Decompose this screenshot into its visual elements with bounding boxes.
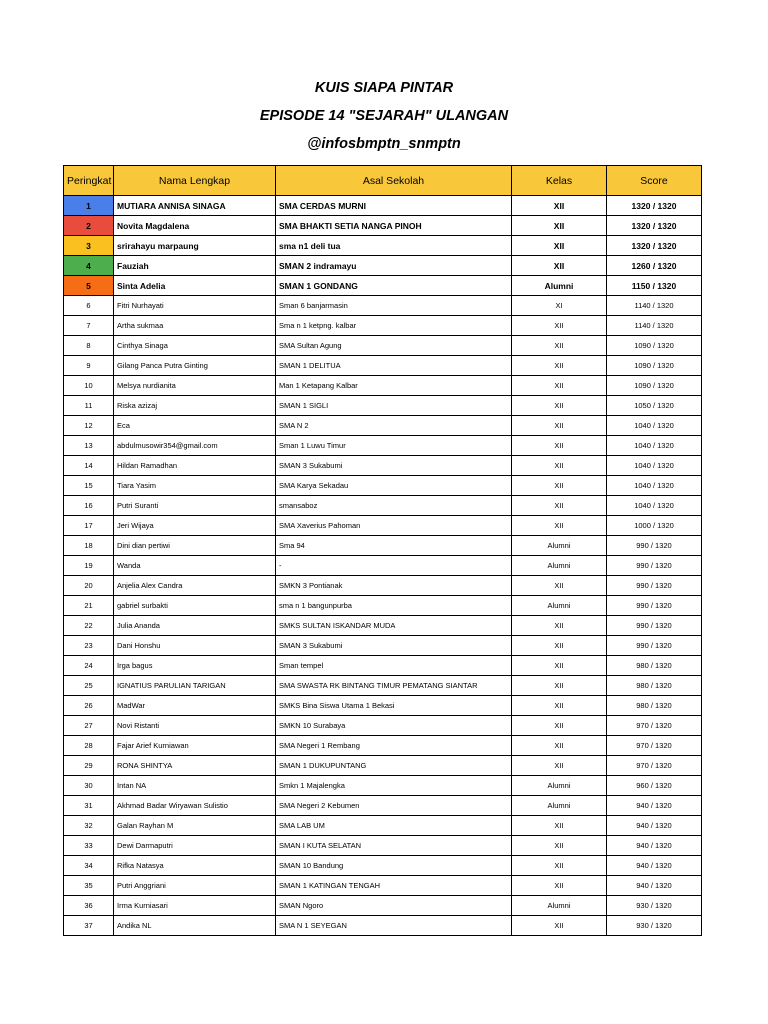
school-cell: SMKN 3 Pontianak — [276, 576, 512, 596]
name-cell: Dini dian pertiwi — [114, 536, 276, 556]
score-cell: 1040 / 1320 — [607, 416, 702, 436]
rank-cell: 25 — [64, 676, 114, 696]
name-cell: gabriel surbakti — [114, 596, 276, 616]
class-cell: XII — [512, 616, 607, 636]
score-cell: 990 / 1320 — [607, 636, 702, 656]
rank-cell: 35 — [64, 876, 114, 896]
rank-cell: 31 — [64, 796, 114, 816]
score-cell: 1040 / 1320 — [607, 496, 702, 516]
class-cell: Alumni — [512, 276, 607, 296]
score-cell: 970 / 1320 — [607, 716, 702, 736]
school-cell: SMAN 10 Bandung — [276, 856, 512, 876]
table-row — [64, 696, 702, 716]
rank-cell: 21 — [64, 596, 114, 616]
score-cell: 1320 / 1320 — [607, 216, 702, 236]
table-row — [64, 396, 702, 416]
school-cell: SMA Xaverius Pahoman — [276, 516, 512, 536]
rank-cell: 8 — [64, 336, 114, 356]
name-cell: Wanda — [114, 556, 276, 576]
table-row — [64, 496, 702, 516]
table-row — [64, 436, 702, 456]
table-row — [64, 656, 702, 676]
score-cell: 1260 / 1320 — [607, 256, 702, 276]
score-cell: 1320 / 1320 — [607, 236, 702, 256]
name-cell: Hildan Ramadhan — [114, 456, 276, 476]
name-cell: srirahayu marpaung — [114, 236, 276, 256]
rank-cell: 15 — [64, 476, 114, 496]
name-cell: Rifka Natasya — [114, 856, 276, 876]
name-cell: Galan Rayhan M — [114, 816, 276, 836]
class-cell: Alumni — [512, 896, 607, 916]
school-cell: sma n 1 bangunpurba — [276, 596, 512, 616]
table-row — [64, 856, 702, 876]
name-cell: Irma Kurniasari — [114, 896, 276, 916]
school-cell: SMAN Ngoro — [276, 896, 512, 916]
score-cell: 1090 / 1320 — [607, 376, 702, 396]
class-cell: XII — [512, 356, 607, 376]
rank-cell: 13 — [64, 436, 114, 456]
rank-cell: 23 — [64, 636, 114, 656]
name-cell: Tiara Yasim — [114, 476, 276, 496]
name-cell: Sinta Adelia — [114, 276, 276, 296]
name-cell: Anjelia Alex Candra — [114, 576, 276, 596]
class-cell: XII — [512, 656, 607, 676]
school-cell: smansaboz — [276, 496, 512, 516]
table-row — [64, 236, 702, 256]
school-cell: SMAN 1 SIGLI — [276, 396, 512, 416]
ranking-table — [63, 165, 702, 936]
name-cell: Dewi Darmaputri — [114, 836, 276, 856]
table-row — [64, 336, 702, 356]
class-cell: XII — [512, 436, 607, 456]
table-row — [64, 716, 702, 736]
score-cell: 1320 / 1320 — [607, 196, 702, 216]
name-cell: Putri Suranti — [114, 496, 276, 516]
rank-cell: 18 — [64, 536, 114, 556]
table-body — [64, 196, 702, 936]
score-cell: 930 / 1320 — [607, 916, 702, 936]
class-cell: Alumni — [512, 556, 607, 576]
class-cell: XII — [512, 636, 607, 656]
name-cell: Andika NL — [114, 916, 276, 936]
name-cell: Putri Anggriani — [114, 876, 276, 896]
score-cell: 1090 / 1320 — [607, 356, 702, 376]
rank-cell: 17 — [64, 516, 114, 536]
column-header-score: Score — [607, 166, 702, 196]
table-row — [64, 516, 702, 536]
school-cell: sma n1 deli tua — [276, 236, 512, 256]
score-cell: 990 / 1320 — [607, 596, 702, 616]
class-cell: XII — [512, 376, 607, 396]
class-cell: XII — [512, 456, 607, 476]
class-cell: XII — [512, 836, 607, 856]
name-cell: Artha sukmaa — [114, 316, 276, 336]
rank-cell: 37 — [64, 916, 114, 936]
name-cell: abdulmusowir354@gmail.com — [114, 436, 276, 456]
rank-cell: 9 — [64, 356, 114, 376]
rank-cell: 30 — [64, 776, 114, 796]
score-cell: 940 / 1320 — [607, 876, 702, 896]
class-cell: XI — [512, 296, 607, 316]
name-cell: Fitri Nurhayati — [114, 296, 276, 316]
rank-cell: 26 — [64, 696, 114, 716]
class-cell: Alumni — [512, 776, 607, 796]
school-cell: SMA Negeri 2 Kebumen — [276, 796, 512, 816]
class-cell: XII — [512, 876, 607, 896]
rank-cell: 14 — [64, 456, 114, 476]
rank-cell: 36 — [64, 896, 114, 916]
score-cell: 1040 / 1320 — [607, 456, 702, 476]
rank-cell: 28 — [64, 736, 114, 756]
class-cell: XII — [512, 676, 607, 696]
school-cell: SMAN 1 KATINGAN TENGAH — [276, 876, 512, 896]
score-cell: 980 / 1320 — [607, 656, 702, 676]
score-cell: 940 / 1320 — [607, 796, 702, 816]
table-row — [64, 816, 702, 836]
score-cell: 940 / 1320 — [607, 836, 702, 856]
score-cell: 990 / 1320 — [607, 556, 702, 576]
class-cell: XII — [512, 476, 607, 496]
score-cell: 1000 / 1320 — [607, 516, 702, 536]
name-cell: Akhmad Badar Wiryawan Sulistio — [114, 796, 276, 816]
class-cell: XII — [512, 216, 607, 236]
score-cell: 1150 / 1320 — [607, 276, 702, 296]
rank-cell: 32 — [64, 816, 114, 836]
school-cell: Sman 6 banjarmasin — [276, 296, 512, 316]
table-row — [64, 296, 702, 316]
school-cell: Smkn 1 Majalengka — [276, 776, 512, 796]
class-cell: XII — [512, 916, 607, 936]
rank-cell: 10 — [64, 376, 114, 396]
table-row — [64, 316, 702, 336]
school-cell: Man 1 Ketapang Kalbar — [276, 376, 512, 396]
score-cell: 940 / 1320 — [607, 856, 702, 876]
table-row — [64, 376, 702, 396]
name-cell: Novita Magdalena — [114, 216, 276, 236]
rank-cell: 24 — [64, 656, 114, 676]
class-cell: XII — [512, 496, 607, 516]
name-cell: Julia Ananda — [114, 616, 276, 636]
school-cell: SMA BHAKTI SETIA NANGA PINOH — [276, 216, 512, 236]
school-cell: SMA CERDAS MURNI — [276, 196, 512, 216]
score-cell: 970 / 1320 — [607, 756, 702, 776]
school-cell: SMA SWASTA RK BINTANG TIMUR PEMATANG SIANTAR — [276, 676, 512, 696]
score-cell: 960 / 1320 — [607, 776, 702, 796]
table-row — [64, 276, 702, 296]
name-cell: MadWar — [114, 696, 276, 716]
score-cell: 990 / 1320 — [607, 616, 702, 636]
class-cell: XII — [512, 516, 607, 536]
school-cell: SMA LAB UM — [276, 816, 512, 836]
table-row — [64, 776, 702, 796]
school-cell: SMA N 1 SEYEGAN — [276, 916, 512, 936]
score-cell: 1040 / 1320 — [607, 476, 702, 496]
rank-cell: 19 — [64, 556, 114, 576]
score-cell: 1090 / 1320 — [607, 336, 702, 356]
class-cell: XII — [512, 736, 607, 756]
name-cell: Riska azizaj — [114, 396, 276, 416]
school-cell: SMA Sultan Agung — [276, 336, 512, 356]
quiz-title: KUIS SIAPA PINTAR — [314, 80, 454, 96]
school-cell: SMKS SULTAN ISKANDAR MUDA — [276, 616, 512, 636]
class-cell: XII — [512, 256, 607, 276]
table-row — [64, 456, 702, 476]
rank-cell: 12 — [64, 416, 114, 436]
class-cell: XII — [512, 696, 607, 716]
rank-cell: 1 — [64, 196, 114, 216]
score-cell: 990 / 1320 — [607, 576, 702, 596]
rank-cell: 20 — [64, 576, 114, 596]
table-row — [64, 256, 702, 276]
name-cell: Fajar Arief Kurniawan — [114, 736, 276, 756]
school-cell: SMAN 3 Sukabumi — [276, 636, 512, 656]
table-row — [64, 476, 702, 496]
score-cell: 1050 / 1320 — [607, 396, 702, 416]
school-cell: Sman 1 Luwu Timur — [276, 436, 512, 456]
class-cell: XII — [512, 856, 607, 876]
school-cell: SMAN 1 DELITUA — [276, 356, 512, 376]
name-cell: Gilang Panca Putra Ginting — [114, 356, 276, 376]
score-cell: 980 / 1320 — [607, 676, 702, 696]
rank-cell: 7 — [64, 316, 114, 336]
name-cell: Cinthya Sinaga — [114, 336, 276, 356]
table-row — [64, 736, 702, 756]
rank-cell: 27 — [64, 716, 114, 736]
table-row — [64, 916, 702, 936]
school-cell: Sma n 1 ketpng. kalbar — [276, 316, 512, 336]
name-cell: RONA SHINTYA — [114, 756, 276, 776]
school-cell: SMAN I KUTA SELATAN — [276, 836, 512, 856]
class-cell: Alumni — [512, 536, 607, 556]
rank-cell: 16 — [64, 496, 114, 516]
table-row — [64, 676, 702, 696]
rank-cell: 33 — [64, 836, 114, 856]
school-cell: Sman tempel — [276, 656, 512, 676]
class-cell: Alumni — [512, 596, 607, 616]
class-cell: XII — [512, 816, 607, 836]
class-cell: XII — [512, 576, 607, 596]
table-row — [64, 576, 702, 596]
column-header-name: Nama Lengkap — [114, 166, 276, 196]
school-cell: SMA Negeri 1 Rembang — [276, 736, 512, 756]
score-cell: 940 / 1320 — [607, 816, 702, 836]
name-cell: Fauziah — [114, 256, 276, 276]
document-header — [0, 74, 768, 158]
rank-cell: 11 — [64, 396, 114, 416]
rank-cell: 4 — [64, 256, 114, 276]
name-cell: Dani Honshu — [114, 636, 276, 656]
rank-cell: 5 — [64, 276, 114, 296]
table-row — [64, 896, 702, 916]
score-cell: 980 / 1320 — [607, 696, 702, 716]
name-cell: MUTIARA ANNISA SINAGA — [114, 196, 276, 216]
class-cell: XII — [512, 316, 607, 336]
table-row — [64, 876, 702, 896]
class-cell: XII — [512, 716, 607, 736]
school-cell: SMA N 2 — [276, 416, 512, 436]
rank-cell: 3 — [64, 236, 114, 256]
school-cell: SMKS Bina Siswa Utama 1 Bekasi — [276, 696, 512, 716]
class-cell: XII — [512, 396, 607, 416]
score-cell: 1040 / 1320 — [607, 436, 702, 456]
rank-cell: 22 — [64, 616, 114, 636]
table-row — [64, 636, 702, 656]
column-header-school: Asal Sekolah — [276, 166, 512, 196]
table-row — [64, 616, 702, 636]
score-cell: 1140 / 1320 — [607, 296, 702, 316]
table-row — [64, 556, 702, 576]
school-cell: SMA Karya Sekadau — [276, 476, 512, 496]
name-cell: Jeri Wijaya — [114, 516, 276, 536]
class-cell: XII — [512, 236, 607, 256]
score-cell: 990 / 1320 — [607, 536, 702, 556]
score-cell: 930 / 1320 — [607, 896, 702, 916]
name-cell: Intan NA — [114, 776, 276, 796]
table-header-row — [64, 166, 702, 196]
rank-cell: 2 — [64, 216, 114, 236]
school-cell: SMAN 1 DUKUPUNTANG — [276, 756, 512, 776]
table-row — [64, 796, 702, 816]
account-handle: @infosbmptn_snmptn — [307, 136, 461, 152]
episode-title: EPISODE 14 "SEJARAH" ULANGAN — [259, 108, 509, 124]
name-cell: Novi Ristanti — [114, 716, 276, 736]
class-cell: XII — [512, 416, 607, 436]
name-cell: IGNATIUS PARULIAN TARIGAN — [114, 676, 276, 696]
name-cell: Irga bagus — [114, 656, 276, 676]
score-cell: 1140 / 1320 — [607, 316, 702, 336]
school-cell: - — [276, 556, 512, 576]
name-cell: Melsya nurdianita — [114, 376, 276, 396]
table-row — [64, 216, 702, 236]
class-cell: Alumni — [512, 796, 607, 816]
school-cell: SMAN 2 indramayu — [276, 256, 512, 276]
class-cell: XII — [512, 336, 607, 356]
rank-cell: 6 — [64, 296, 114, 316]
table-row — [64, 536, 702, 556]
school-cell: SMAN 1 GONDANG — [276, 276, 512, 296]
rank-cell: 29 — [64, 756, 114, 776]
rank-cell: 34 — [64, 856, 114, 876]
name-cell: Eca — [114, 416, 276, 436]
school-cell: SMKN 10 Surabaya — [276, 716, 512, 736]
class-cell: XII — [512, 756, 607, 776]
column-header-rank: Peringkat — [64, 166, 114, 196]
table-row — [64, 416, 702, 436]
table-row — [64, 196, 702, 216]
table-row — [64, 356, 702, 376]
table-row — [64, 596, 702, 616]
score-cell: 970 / 1320 — [607, 736, 702, 756]
table-row — [64, 836, 702, 856]
class-cell: XII — [512, 196, 607, 216]
school-cell: Sma 94 — [276, 536, 512, 556]
column-header-class: Kelas — [512, 166, 607, 196]
school-cell: SMAN 3 Sukabumi — [276, 456, 512, 476]
table-row — [64, 756, 702, 776]
